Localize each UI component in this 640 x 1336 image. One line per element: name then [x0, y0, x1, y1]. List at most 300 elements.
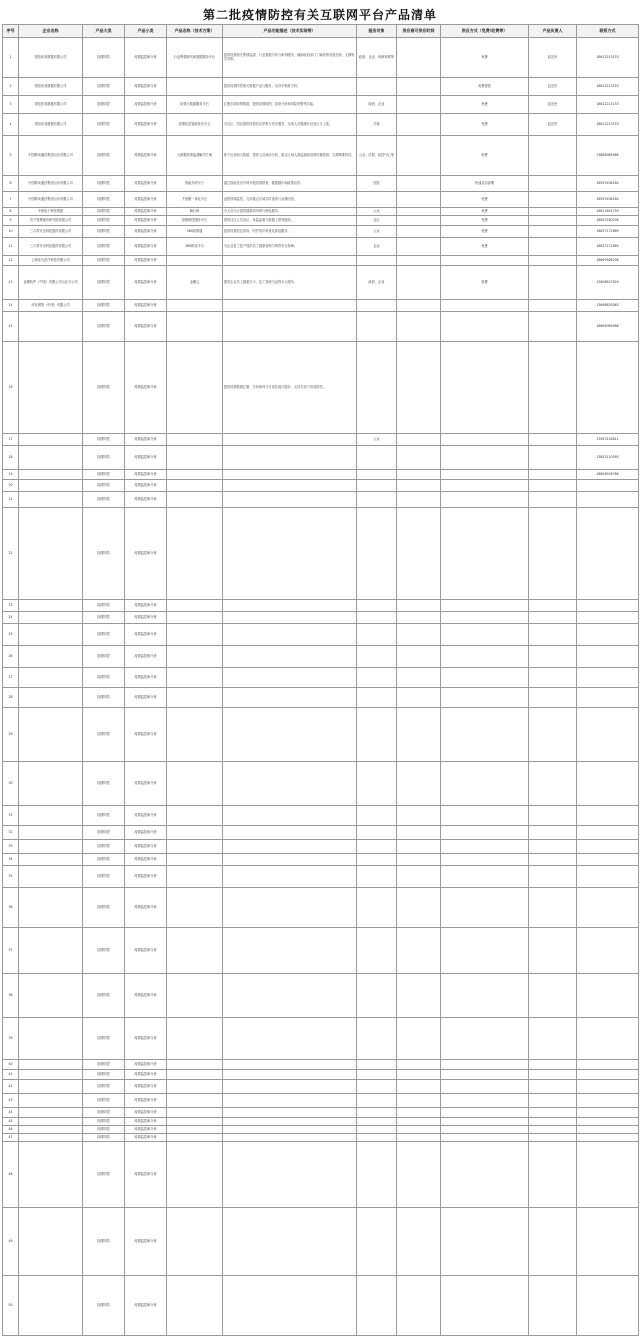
table-row — [3, 1018, 639, 1060]
cell-subcategory: 疫情监控和分析 — [125, 256, 167, 266]
cell-owner — [529, 624, 577, 646]
cell-target: 学校 — [357, 114, 397, 136]
cell-time — [397, 1108, 441, 1118]
cell-phone: 18669089988 — [577, 312, 639, 342]
cell-description — [223, 600, 357, 612]
cell-no: 25 — [3, 624, 19, 646]
cell-phone — [577, 1108, 639, 1118]
cell-description — [223, 1134, 357, 1142]
cell-category: 疫情防控 — [83, 470, 125, 480]
cell-subcategory: 疫情监控和分析 — [125, 434, 167, 446]
table-row — [3, 1070, 639, 1080]
cell-owner — [529, 208, 577, 216]
cell-no: 40 — [3, 1060, 19, 1070]
cell-owner — [529, 600, 577, 612]
cell-phone — [577, 928, 639, 974]
cell-category: 疫情防控 — [83, 1094, 125, 1108]
table-row — [3, 854, 639, 866]
cell-product — [167, 668, 223, 688]
cell-company — [19, 434, 83, 446]
cell-company — [19, 1018, 83, 1060]
cell-owner — [529, 1018, 577, 1060]
cell-category: 疫情防控 — [83, 114, 125, 136]
table-row — [3, 668, 639, 688]
cell-target — [357, 1094, 397, 1108]
cell-target: 公众 — [357, 226, 397, 238]
cell-product — [167, 866, 223, 888]
cell-subcategory: 疫情监控和分析 — [125, 1080, 167, 1094]
cell-no: 35 — [3, 866, 19, 888]
table-body — [3, 38, 639, 1336]
cell-time — [397, 1018, 441, 1060]
cell-category: 疫情防控 — [83, 1080, 125, 1094]
cell-method — [441, 928, 529, 974]
cell-company — [19, 1094, 83, 1108]
cell-target — [357, 600, 397, 612]
cell-time — [397, 300, 441, 312]
table-row — [3, 1094, 639, 1108]
cell-target — [357, 762, 397, 806]
cell-description: 提供疫情防控相关数据产品与服务，支持多维度分析。 — [223, 78, 357, 96]
cell-product — [167, 762, 223, 806]
cell-phone — [577, 826, 639, 840]
cell-product — [167, 1018, 223, 1060]
cell-product — [167, 708, 223, 762]
cell-product: 疫情信息智能发布平台 — [167, 114, 223, 136]
cell-no: 24 — [3, 612, 19, 624]
cell-target — [357, 624, 397, 646]
cell-method — [441, 256, 529, 266]
table-row — [3, 226, 639, 238]
cell-company — [19, 866, 83, 888]
cell-description — [223, 1108, 357, 1118]
cell-time — [397, 446, 441, 470]
cell-description — [223, 508, 357, 600]
cell-product — [167, 646, 223, 668]
cell-target — [357, 826, 397, 840]
cell-time — [397, 928, 441, 974]
cell-owner — [529, 1142, 577, 1208]
cell-description — [223, 1118, 357, 1126]
cell-owner — [529, 192, 577, 208]
cell-method — [441, 762, 529, 806]
cell-company: 中国移动通信集团山东有限公司 — [19, 136, 83, 176]
cell-time — [397, 96, 441, 114]
cell-category: 疫情防控 — [83, 854, 125, 866]
table-row — [3, 1126, 639, 1134]
cell-time — [397, 826, 441, 840]
cell-description — [223, 300, 357, 312]
cell-product — [167, 1134, 223, 1142]
cell-category: 疫情防控 — [83, 866, 125, 888]
cell-company: 三六零安全科技股份有限公司 — [19, 238, 83, 256]
table-row — [3, 1118, 639, 1126]
cell-category: 疫情防控 — [83, 646, 125, 668]
cell-phone: 18669908296 — [577, 256, 639, 266]
cell-method — [441, 300, 529, 312]
cell-phone: 13853110093 — [577, 446, 639, 470]
cell-subcategory: 疫情监控和分析 — [125, 1018, 167, 1060]
cell-product — [167, 312, 223, 342]
cell-phone — [577, 342, 639, 434]
cell-time — [397, 1142, 441, 1208]
cell-phone: 13698835063 — [577, 300, 639, 312]
cell-no: 39 — [3, 1018, 19, 1060]
cell-method: 免费 — [441, 114, 529, 136]
cell-product — [167, 1126, 223, 1134]
cell-no: 18 — [3, 446, 19, 470]
cell-target — [357, 840, 397, 854]
cell-method — [441, 854, 529, 866]
cell-method — [441, 434, 529, 446]
cell-target — [357, 508, 397, 600]
cell-target — [357, 1080, 397, 1094]
cell-description — [223, 1070, 357, 1080]
cell-method — [441, 866, 529, 888]
cell-owner — [529, 446, 577, 470]
cell-category: 疫情防控 — [83, 136, 125, 176]
cell-subcategory: 疫情监控和分析 — [125, 342, 167, 434]
cell-subcategory: 疫情监控和分析 — [125, 1060, 167, 1070]
cell-product — [167, 974, 223, 1018]
cell-phone — [577, 646, 639, 668]
cell-no: 33 — [3, 840, 19, 854]
cell-category: 疫情防控 — [83, 216, 125, 226]
cell-no: 47 — [3, 1134, 19, 1142]
cell-product — [167, 342, 223, 434]
cell-owner — [529, 928, 577, 974]
cell-product — [167, 434, 223, 446]
cell-phone — [577, 508, 639, 600]
cell-time — [397, 1094, 441, 1108]
cell-description — [223, 888, 357, 928]
cell-phone — [577, 888, 639, 928]
cell-company: 用友网络（中国）有限公司 — [19, 300, 83, 312]
cell-phone — [577, 612, 639, 624]
cell-target — [357, 612, 397, 624]
cell-product — [167, 508, 223, 600]
cell-method: 免费 — [441, 96, 529, 114]
cell-company — [19, 1142, 83, 1208]
cell-category: 疫情防控 — [83, 312, 125, 342]
cell-phone — [577, 974, 639, 1018]
table-row — [3, 208, 639, 216]
cell-product — [167, 854, 223, 866]
cell-product: 金蝶云 — [167, 266, 223, 300]
cell-owner: 赵宏民 — [529, 38, 577, 78]
cell-phone: 18611601759 — [577, 208, 639, 216]
cell-phone — [577, 762, 639, 806]
cell-owner — [529, 480, 577, 492]
cell-phone — [577, 1134, 639, 1142]
cell-phone: 18612213153 — [577, 38, 639, 78]
cell-no: 4 — [3, 114, 19, 136]
cell-owner — [529, 508, 577, 600]
cell-category: 疫情防控 — [83, 176, 125, 192]
cell-target — [357, 1060, 397, 1070]
cell-category: 疫情防控 — [83, 928, 125, 974]
table-row — [3, 708, 639, 762]
cell-subcategory: 疫情监控和分析 — [125, 668, 167, 688]
cell-company: 三六零安全科技股份有限公司 — [19, 226, 83, 238]
table-row — [3, 806, 639, 826]
cell-subcategory: 疫情监控和分析 — [125, 888, 167, 928]
cell-description — [223, 688, 357, 708]
cell-category: 疫情防控 — [83, 238, 125, 256]
cell-time — [397, 612, 441, 624]
cell-target — [357, 256, 397, 266]
cell-no: 28 — [3, 688, 19, 708]
header-cell-company: 企业名称 — [19, 25, 83, 38]
cell-company: 中国移动通信集团山东有限公司 — [19, 192, 83, 208]
cell-phone: 18553108180 — [577, 192, 639, 208]
table-row — [3, 1134, 639, 1142]
cell-target — [357, 888, 397, 928]
cell-category: 疫情防控 — [83, 600, 125, 612]
cell-description — [223, 762, 357, 806]
table-row — [3, 312, 639, 342]
cell-time — [397, 508, 441, 600]
cell-target — [357, 668, 397, 688]
cell-method — [441, 646, 529, 668]
table-header — [3, 25, 639, 38]
cell-owner — [529, 688, 577, 708]
cell-product — [167, 1142, 223, 1208]
cell-method — [441, 806, 529, 826]
cell-category: 疫情防控 — [83, 806, 125, 826]
cell-phone — [577, 854, 639, 866]
cell-company — [19, 470, 83, 480]
cell-owner — [529, 312, 577, 342]
cell-phone: 18553108180 — [577, 176, 639, 192]
cell-description: 基于运营商大数据，提供人员流动分析、重点区域人群监测和疫情传播预测，支撑精准防控。 — [223, 136, 357, 176]
cell-product: 大数据疫情监测解决方案 — [167, 136, 223, 176]
header-cell-no: 序号 — [3, 25, 19, 38]
cell-no: 38 — [3, 974, 19, 1018]
table-row — [3, 1142, 639, 1208]
cell-category: 疫情防控 — [83, 612, 125, 624]
cell-company — [19, 612, 83, 624]
table-row — [3, 300, 639, 312]
cell-company: 济宁智慧城市研究院有限公司 — [19, 216, 83, 226]
cell-phone: 18612213153 — [577, 114, 639, 136]
cell-phone: 15608617624 — [577, 266, 639, 300]
cell-subcategory: 疫情监控和分析 — [125, 1126, 167, 1134]
cell-company: 上海非凡医疗科技有限公司 — [19, 256, 83, 266]
cell-target — [357, 688, 397, 708]
cell-subcategory: 疫情监控和分析 — [125, 216, 167, 226]
cell-time — [397, 1134, 441, 1142]
cell-target: 公众 — [357, 434, 397, 446]
cell-subcategory: 疫情监控和分析 — [125, 78, 167, 96]
cell-subcategory: 疫情监控和分析 — [125, 480, 167, 492]
cell-category: 疫情防控 — [83, 208, 125, 216]
cell-owner — [529, 470, 577, 480]
cell-category: 疫情防控 — [83, 668, 125, 688]
cell-owner: 赵宏民 — [529, 78, 577, 96]
cell-time — [397, 708, 441, 762]
cell-subcategory: 疫情监控和分析 — [125, 826, 167, 840]
cell-time — [397, 38, 441, 78]
cell-description: 为人员出行提供健康码申领与核验服务。 — [223, 208, 357, 216]
cell-category: 疫情防控 — [83, 266, 125, 300]
cell-subcategory: 疫情监控和分析 — [125, 600, 167, 612]
cell-time — [397, 192, 441, 208]
cell-product: 畅行码 — [167, 208, 223, 216]
cell-subcategory: 疫情监控和分析 — [125, 1118, 167, 1126]
cell-time — [397, 434, 441, 446]
cell-subcategory: 疫情监控和分析 — [125, 492, 167, 508]
cell-no: 1 — [3, 38, 19, 78]
cell-method — [441, 840, 529, 854]
cell-phone — [577, 1126, 639, 1134]
cell-product — [167, 1070, 223, 1080]
table-row — [3, 266, 639, 300]
table-row — [3, 136, 639, 176]
cell-category: 疫情防控 — [83, 624, 125, 646]
cell-phone — [577, 866, 639, 888]
cell-company — [19, 1080, 83, 1094]
cell-owner — [529, 1070, 577, 1080]
cell-company — [19, 888, 83, 928]
cell-category: 疫情防控 — [83, 1070, 125, 1080]
cell-company — [19, 480, 83, 492]
cell-product — [167, 78, 223, 96]
cell-description: 提供疫情数据汇聚、分析研判与可视化展示服务，支持多部门协同防控。 — [223, 342, 357, 434]
cell-category: 疫情防控 — [83, 762, 125, 806]
table-row — [3, 78, 639, 96]
cell-time — [397, 1126, 441, 1134]
cell-time — [397, 1208, 441, 1276]
table-row — [3, 1108, 639, 1118]
cell-method: 收费 — [441, 136, 529, 176]
cell-company — [19, 826, 83, 840]
cell-target — [357, 806, 397, 826]
cell-time — [397, 1060, 441, 1070]
cell-description — [223, 866, 357, 888]
cell-no: 10 — [3, 226, 19, 238]
header-cell-method: 供应方式（免费/收费等） — [441, 25, 529, 38]
cell-owner: 赵宏民 — [529, 96, 577, 114]
cell-category: 疫情防控 — [83, 38, 125, 78]
cell-no: 30 — [3, 762, 19, 806]
cell-owner — [529, 806, 577, 826]
cell-owner — [529, 226, 577, 238]
cell-method — [441, 612, 529, 624]
cell-category: 疫情防控 — [83, 1060, 125, 1070]
cell-subcategory: 疫情监控和分析 — [125, 312, 167, 342]
cell-company — [19, 446, 83, 470]
cell-description: 提供企业员工健康打卡、复工管理与远程办公服务。 — [223, 266, 357, 300]
cell-time — [397, 266, 441, 300]
cell-target — [357, 300, 397, 312]
cell-time — [397, 342, 441, 434]
cell-subcategory: 疫情监控和分析 — [125, 840, 167, 854]
table-row — [3, 646, 639, 668]
cell-company — [19, 624, 83, 646]
cell-subcategory: 疫情监控和分析 — [125, 806, 167, 826]
cell-description — [223, 1080, 357, 1094]
cell-target — [357, 342, 397, 434]
cell-subcategory: 疫情监控和分析 — [125, 646, 167, 668]
cell-description — [223, 1060, 357, 1070]
cell-category: 疫情防控 — [83, 1126, 125, 1134]
table-row — [3, 446, 639, 470]
cell-product — [167, 1208, 223, 1276]
cell-category: 疫情防控 — [83, 256, 125, 266]
table-row — [3, 38, 639, 78]
cell-method — [441, 1126, 529, 1134]
cell-no: 29 — [3, 708, 19, 762]
cell-phone: 18637172869 — [577, 238, 639, 256]
cell-category: 疫情防控 — [83, 342, 125, 434]
table-row — [3, 624, 639, 646]
cell-target: 公众、医院、疾控中心等 — [357, 136, 397, 176]
cell-time — [397, 492, 441, 508]
cell-time — [397, 312, 441, 342]
header-cell-category: 产品大类 — [83, 25, 125, 38]
cell-phone — [577, 624, 639, 646]
cell-target — [357, 1126, 397, 1134]
cell-company — [19, 854, 83, 866]
cell-no: 32 — [3, 826, 19, 840]
cell-description — [223, 806, 357, 826]
cell-target: 公众 — [357, 208, 397, 216]
cell-description — [223, 470, 357, 480]
cell-target — [357, 708, 397, 762]
cell-product: 360防疫平台 — [167, 238, 223, 256]
cell-description — [223, 446, 357, 470]
cell-method — [441, 708, 529, 762]
cell-owner — [529, 762, 577, 806]
cell-method — [441, 888, 529, 928]
cell-no: 43 — [3, 1094, 19, 1108]
cell-no: 16 — [3, 342, 19, 434]
cell-description — [223, 668, 357, 688]
table-row — [3, 114, 639, 136]
cell-company — [19, 708, 83, 762]
cell-description — [223, 492, 357, 508]
cell-company — [19, 1070, 83, 1080]
table-row — [3, 470, 639, 480]
table-row — [3, 1080, 639, 1094]
cell-company: 国信优易数据有限公司 — [19, 96, 83, 114]
cell-owner: 赵宏民 — [529, 114, 577, 136]
cell-description — [223, 1094, 357, 1108]
cell-method — [441, 470, 529, 480]
cell-phone — [577, 840, 639, 854]
cell-product: 智能外呼平台 — [167, 176, 223, 192]
cell-product — [167, 492, 223, 508]
cell-owner — [529, 668, 577, 688]
cell-method — [441, 600, 529, 612]
cell-time — [397, 600, 441, 612]
cell-description — [223, 434, 357, 446]
cell-no: 26 — [3, 646, 19, 668]
cell-target — [357, 1118, 397, 1126]
cell-description: 提供疫情相关舆情监测、行业数据分析与研判服务，辅助政府部门了解疫情发展态势，支撑科学决策。 — [223, 38, 357, 78]
table-row — [3, 434, 639, 446]
cell-time — [397, 1080, 441, 1094]
cell-no: 22 — [3, 508, 19, 600]
cell-subcategory: 疫情监控和分析 — [125, 300, 167, 312]
cell-subcategory: 疫情监控和分析 — [125, 708, 167, 762]
cell-subcategory: 疫情监控和分析 — [125, 1276, 167, 1336]
header-cell-description: 产品功能描述（技术实现等） — [223, 25, 357, 38]
cell-product — [167, 300, 223, 312]
cell-description: 汇聚多源疫情数据，提供疫情地图、趋势分析和风险预警等功能。 — [223, 96, 357, 114]
cell-subcategory: 疫情监控和分析 — [125, 508, 167, 600]
